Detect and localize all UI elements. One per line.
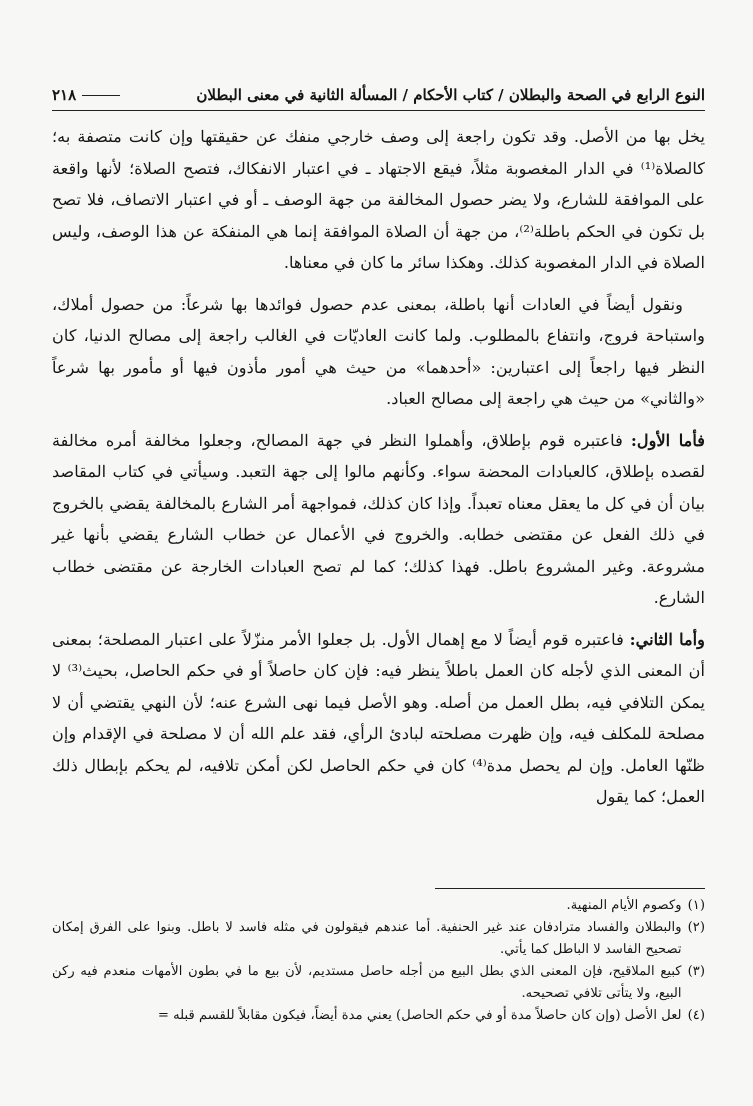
- paragraph-text: فاعتبره قوم بإطلاق، وأهملوا النظر في جهة المصالح، وجعلوا مخالفة أمره مخالفة لقصده بإطلاق، كالعبادات المحضة سواء. وكأنهم مالوا إلى جهة التعبد. وسيأتي في كتاب المقاصد بيان أن في كل ما يعقل معناه تعبداً. وإذا كان كذلك، فمواجهة أمر الشارع بالمخالفة يقضي بالخروج في ذلك الفعل عن مقتضى خطابه. والخروج في الأعمال عن خطاب الشارع يقضي بأنها غير مشروعة. وغير المشروع باطل. فهذا كذلك؛ كما لم تصح العبادات الخارجة عن مقتضى خطاب الشارع.: [52, 430, 705, 607]
- paragraph-4: [52, 624, 705, 813]
- paragraph-text: فاعتبره قوم أيضاً لا مع إهمال الأول. بل جعلوا الأمر منزّلاً على اعتبار المصلحة؛ بمعنى أن المعنى الذي لأجله كان العمل باطلاً ينظر فيه: فإن كان حاصلاً أو في حكم الحاصل، بحيث⁽³⁾ لا يمكن التلافي فيه، بطل العمل من أصله. وهو الأصل فيما نهى الشرع عنه؛ لأن النهي يقتضي أن لا مصلحة للمكلف فيه، وإن ظهرت مصلحته لبادئ الرأي، فقد علم الله أن لا مصلحة في الإقدام وإن ظنّها العامل. وإن لم يحصل مدة⁽⁴⁾ كان في حكم الحاصل لكن أمكن تلافيه، لم يحكم بإبطال ذلك العمل؛ كما يقول: [52, 629, 705, 806]
- page-number: ٢١٨: [52, 86, 77, 104]
- footnote: (٢) والبطلان والفساد مترادفان عند غير الحنفية. أما عندهم فيقولون في مثله فاسد لا باطل. وبنوا على الفرق إمكان تصحيح الفاسد لا الباطل كما يأتي.: [52, 920, 705, 957]
- paragraph-text: يخل بها من الأصل. وقد تكون راجعة إلى وصف خارجي منفك عن حقيقتها وإن كانت متصفة به؛ كالصلاة⁽¹⁾ في الدار المغصوبة مثلاً، فيقع الاجتهاد ـ في اعتبار الانفكاك، فتصح الصلاة؛ لأنها واقعة على الموافقة للشارع، ولا يضر حصول المخالفة من جهة الوصف ـ أو في اعتبار الاتصاف، فلا تصح بل تكون في الحكم باطلة⁽²⁾، من جهة أن الصلاة الموافقة إنما هي المنفكة عن هذا الوصف، وليس الصلاة في الدار المغصوبة كذلك. وهكذا سائر ما كان في معناها.: [52, 127, 706, 272]
- paragraph-lead: وأما الثاني:: [629, 629, 705, 649]
- paragraph-lead: فأما الأول:: [630, 430, 705, 450]
- page-number-block: [52, 86, 120, 104]
- running-title: النوع الرابع في الصحة والبطلان / كتاب الأحكام / المسألة الثانية في معنى البطلان: [196, 86, 705, 104]
- footnote: (١) وكصوم الأيام المنهية.: [566, 898, 705, 913]
- footnotes: [52, 888, 705, 1027]
- footnote: (٤) لعل الأصل (وإن كان حاصلاً مدة أو في حكم الحاصل) يعني مدة أيضاً، فيكون مقابلاً للقسم قبله =: [157, 1008, 705, 1023]
- footnote-separator: [435, 888, 705, 889]
- footnote: (٣) كبيع الملاقيح، فإن المعنى الذي بطل البيع من أجله حاصل مستديم، لأن بيع ما في بطون الأمهات منعدم فيه ركن البيع، ولا يتأتى تلافي تصحيحه.: [52, 964, 705, 1001]
- running-header: [52, 86, 705, 111]
- paragraph-1: [52, 121, 705, 279]
- paragraph-3: [52, 425, 705, 614]
- paragraph-2: [52, 289, 705, 415]
- header-rule: [82, 95, 120, 96]
- paragraph-text: ونقول أيضاً في العادات أنها باطلة، بمعنى عدم حصول فوائدها بها شرعاً: من حصول أملاك، واستباحة فروج، وانتفاع بالمطلوب. ولما كانت العاديّات في الغالب راجعة إلى مصالح الدنيا، كان النظر فيها راجعاً إلى اعتبارين: «أحدهما» من حيث هي أمور مأذون فيها أو مأمور بها شرعاً «والثاني» من حيث هي راجعة إلى مصالح العباد.: [52, 294, 705, 408]
